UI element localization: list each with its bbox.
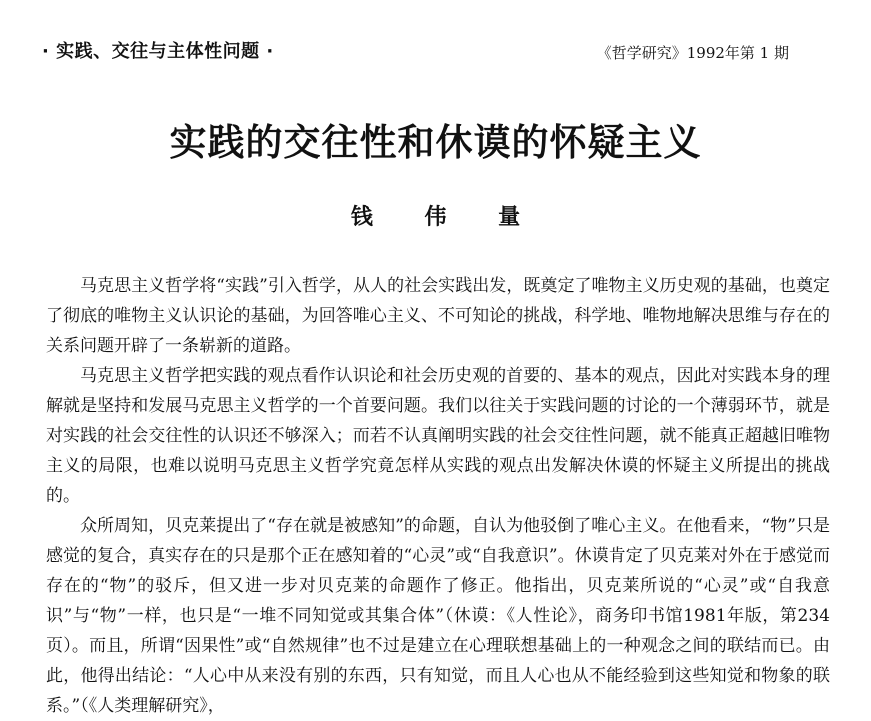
article-title: 实践的交往性和休谟的怀疑主义	[169, 120, 702, 164]
article-author: 钱 伟 量	[350, 204, 543, 230]
paragraph-2: 马克思主义哲学把实践的观点看作认识论和社会历史观的首要的、基本的观点，因此对实践本身的理解就是坚持和发展马克思主义哲学的一个首要问题。我们以往关于实践问题的讨论的一个薄弱环节，就是对实践的社会交往性的认识还不够深入；而若不认真阐明实践的社会交往性问题，就不能真正超越旧唯物主义的局限，也难以说明马克思主义哲学究竟怎样从实践的观点出发解决休谟的怀疑主义所提出的挑战的。	[46, 366, 830, 506]
journal-citation: 《哲学研究》1992年第 1 期	[596, 44, 789, 62]
paragraph-1: 马克思主义哲学将“实践”引入哲学，从人的社会实践出发，既奠定了唯物主义历史观的基础，也奠定了彻底的唯物主义认识论的基础，为回答唯心主义、不可知论的挑战，科学地、唯物地解决思维与存在的关系问题开辟了一条崭新的道路。	[46, 276, 830, 356]
paragraph-3: 众所周知，贝克莱提出了“存在就是被感知”的命题，自认为他驳倒了唯心主义。在他看来，“物”只是感觉的复合，真实存在的只是那个正在感知着的“心灵”或“自我意识”。休谟肯定了贝克莱对外在于感觉而存在的“物”的驳斥，但又进一步对贝克莱的命题作了修正。他指出，贝克莱所说的“心灵”或“自我意识”与“物”一样，也只是“一堆不同知觉或其集合体”（休谟：《人性论》，商务印书馆1981年版，第234页）。而且，所谓“因果性”或“自然规律”也不过是建立在心理联想基础上的一种观念之间的联结而已。由此，他得出结论：“人心中从来没有别的东西，只有知觉，而且人心也从不能经验到这些知觉和物象的联系。”（《人类理解研究》，	[46, 516, 830, 716]
section-header: · 实践、交往与主体性问题 ·	[42, 41, 274, 62]
article-body	[46, 271, 830, 721]
